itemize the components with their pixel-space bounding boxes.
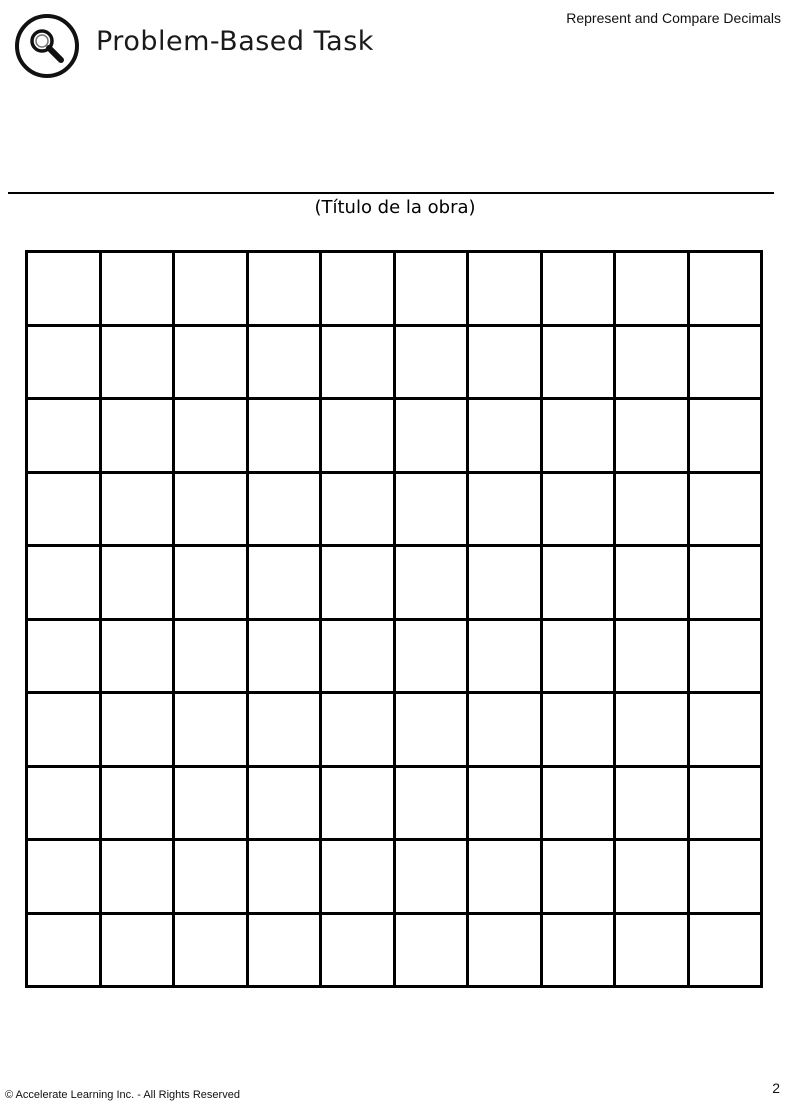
grid-cell: [616, 327, 690, 401]
grid-cell: [690, 400, 764, 474]
grid-cell: [249, 915, 323, 989]
grid-cell: [616, 841, 690, 915]
grid-cell: [616, 253, 690, 327]
grid-cell: [322, 768, 396, 842]
grid-cell: [102, 768, 176, 842]
grid-cell: [616, 915, 690, 989]
grid-cell: [249, 327, 323, 401]
grid-cell: [690, 694, 764, 768]
page-number: 2: [772, 1080, 780, 1096]
grid-cell: [396, 768, 470, 842]
grid-cell: [690, 547, 764, 621]
grid-cell: [28, 327, 102, 401]
grid-cell: [102, 621, 176, 695]
grid-cell: [690, 327, 764, 401]
grid-cell: [249, 400, 323, 474]
grid-cell: [469, 400, 543, 474]
grid-cell: [543, 400, 617, 474]
task-title: Problem-Based Task: [96, 26, 374, 57]
grid-cell: [28, 253, 102, 327]
grid-cell: [175, 327, 249, 401]
grid-cell: [396, 547, 470, 621]
grid-cell: [543, 621, 617, 695]
grid-cell: [543, 694, 617, 768]
unit-title: Represent and Compare Decimals: [566, 10, 781, 26]
grid-cell: [469, 474, 543, 548]
grid-cell: [469, 253, 543, 327]
grid-cell: [175, 400, 249, 474]
grid-cell: [322, 915, 396, 989]
grid-cell: [102, 694, 176, 768]
grid-cell: [175, 253, 249, 327]
grid-cell: [322, 327, 396, 401]
grid-cell: [28, 694, 102, 768]
grid-cell: [28, 841, 102, 915]
grid-cell: [249, 547, 323, 621]
grid-cell: [543, 253, 617, 327]
hundred-grid: [25, 250, 763, 988]
grid-cell: [322, 474, 396, 548]
grid-cell: [102, 547, 176, 621]
grid-cell: [28, 621, 102, 695]
grid-cell: [469, 327, 543, 401]
copyright-notice: © Accelerate Learning Inc. - All Rights Reserved: [5, 1089, 240, 1101]
grid-cell: [469, 547, 543, 621]
grid-cell: [690, 768, 764, 842]
grid-cell: [690, 474, 764, 548]
grid-cell: [543, 327, 617, 401]
grid-cell: [249, 253, 323, 327]
grid-cell: [396, 327, 470, 401]
grid-cell: [396, 400, 470, 474]
grid-cell: [616, 474, 690, 548]
logo: [14, 13, 80, 79]
grid-cell: [102, 841, 176, 915]
grid-cell: [102, 327, 176, 401]
grid-cell: [469, 621, 543, 695]
grid-cell: [616, 694, 690, 768]
grid-cell: [469, 841, 543, 915]
grid-cell: [28, 768, 102, 842]
grid-cell: [175, 841, 249, 915]
grid-cell: [396, 474, 470, 548]
grid-cell: [249, 768, 323, 842]
grid-cell: [322, 841, 396, 915]
grid-cell: [690, 253, 764, 327]
grid-cell: [396, 841, 470, 915]
grid-cell: [543, 474, 617, 548]
grid-cell: [175, 547, 249, 621]
grid-cell: [249, 621, 323, 695]
grid-cell: [28, 400, 102, 474]
title-answer-line: [8, 192, 774, 194]
grid-cell: [690, 915, 764, 989]
grid-cell: [322, 400, 396, 474]
grid-cell: [322, 694, 396, 768]
grid-cell: [690, 841, 764, 915]
grid-cell: [616, 621, 690, 695]
grid-cell: [690, 621, 764, 695]
grid-cell: [175, 915, 249, 989]
grid-cell: [175, 768, 249, 842]
grid-cell: [543, 547, 617, 621]
grid-cell: [469, 915, 543, 989]
grid-cell: [616, 547, 690, 621]
grid-cell: [175, 621, 249, 695]
grid-cell: [28, 915, 102, 989]
grid-cell: [543, 915, 617, 989]
grid-cell: [469, 694, 543, 768]
grid-cell: [616, 768, 690, 842]
grid-cell: [249, 841, 323, 915]
grid-cell: [175, 474, 249, 548]
grid-cell: [469, 768, 543, 842]
grid-cell: [322, 253, 396, 327]
grid-cell: [102, 400, 176, 474]
grid-cell: [322, 547, 396, 621]
grid-cell: [28, 547, 102, 621]
grid-cell: [396, 915, 470, 989]
grid-cell: [543, 841, 617, 915]
grid-cell: [249, 694, 323, 768]
magnifying-glass-icon: [14, 13, 80, 79]
grid-cell: [616, 400, 690, 474]
grid-cell: [102, 253, 176, 327]
grid-cell: [322, 621, 396, 695]
grid-cell: [102, 915, 176, 989]
grid-cell: [543, 768, 617, 842]
grid-cell: [175, 694, 249, 768]
grid-cell: [396, 253, 470, 327]
title-caption: (Título de la obra): [314, 197, 476, 218]
grid-cell: [249, 474, 323, 548]
grid-cell: [396, 694, 470, 768]
grid-cells: [25, 250, 763, 988]
grid-cell: [28, 474, 102, 548]
grid-cell: [102, 474, 176, 548]
grid-cell: [396, 621, 470, 695]
